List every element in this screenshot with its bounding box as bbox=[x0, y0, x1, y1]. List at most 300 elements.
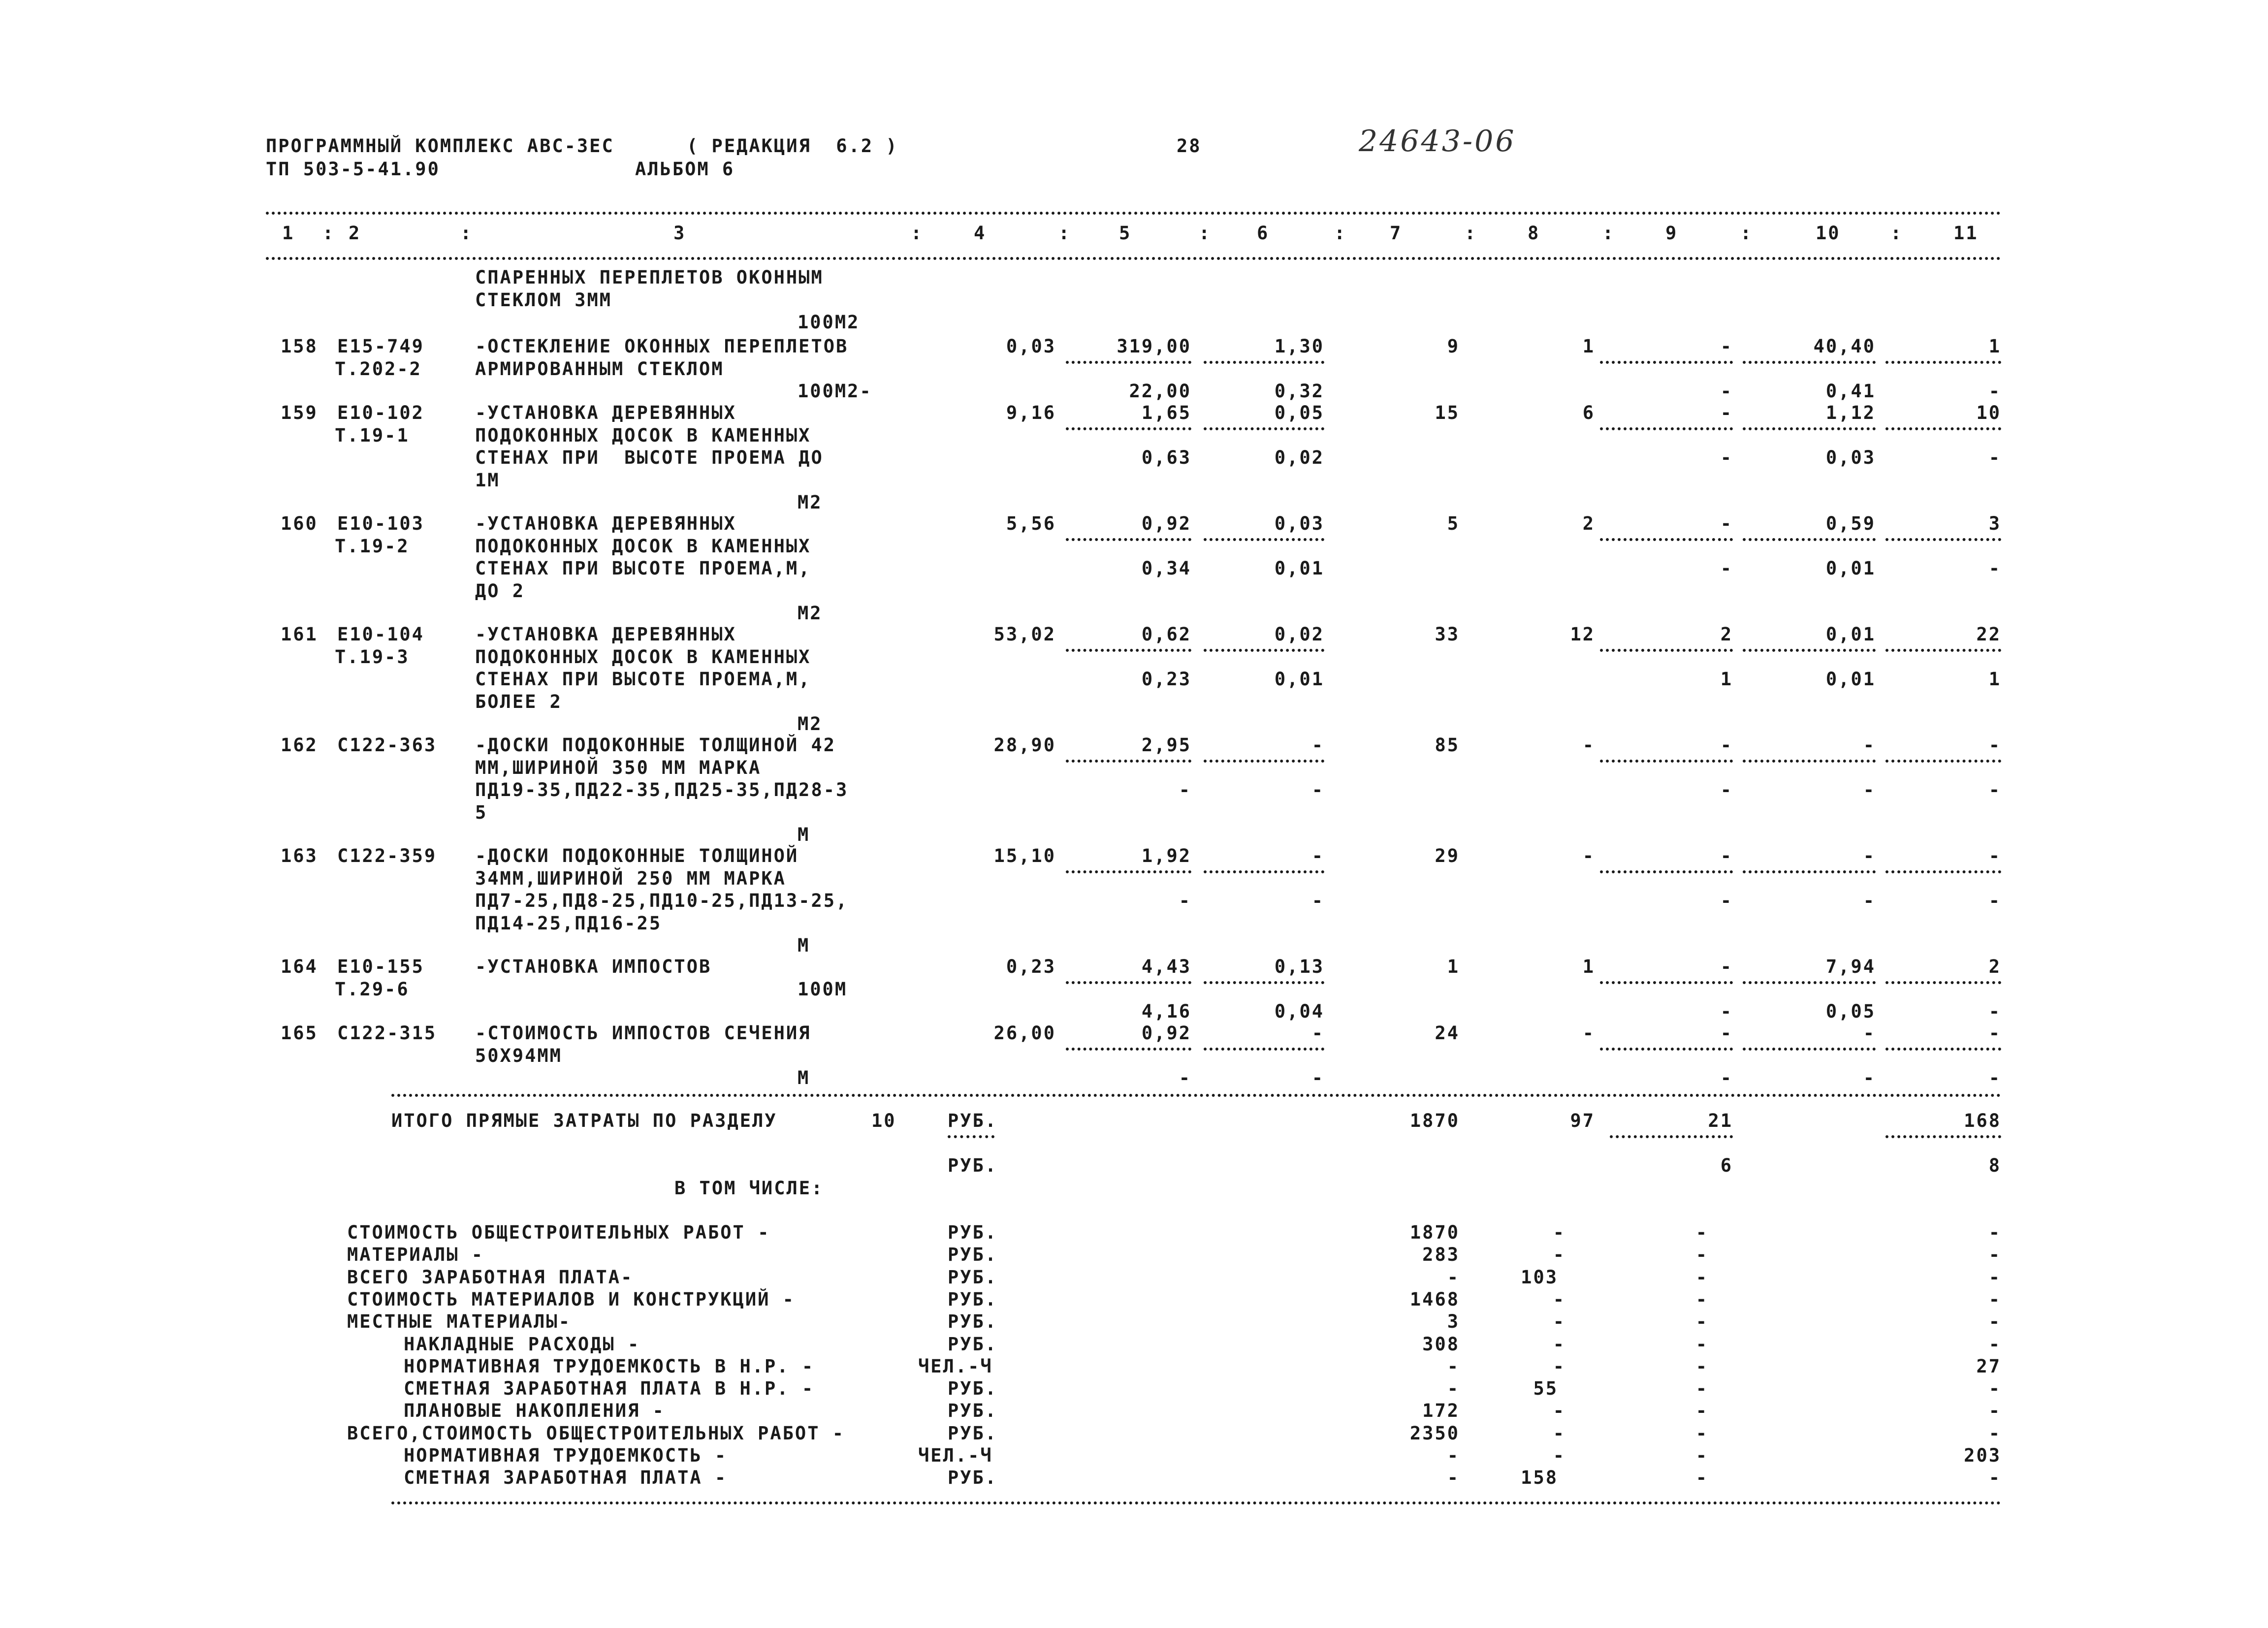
item-description: 1М bbox=[475, 469, 500, 491]
fraction-rule bbox=[1600, 981, 1733, 984]
item-code: Е10-104 bbox=[337, 624, 424, 645]
item-description: -УСТАНОВКА ДЕРЕВЯННЫХ bbox=[475, 624, 736, 645]
price-cell: 0,13 bbox=[1274, 956, 1324, 977]
price-cell: 0,05 bbox=[1274, 402, 1324, 423]
table-bottom-rule bbox=[391, 1501, 2001, 1504]
cost-cell: 33 bbox=[1435, 624, 1460, 645]
cost-cell-secondary: - bbox=[1720, 558, 1733, 579]
item-code: Т.29-6 bbox=[335, 978, 410, 1000]
summary-unit: ЧЕЛ.-Ч bbox=[918, 1355, 993, 1377]
cost-cell: 15 bbox=[1435, 402, 1460, 423]
column-header: 7 bbox=[1390, 223, 1403, 244]
summary-c8: - bbox=[1553, 1400, 1565, 1422]
item-description: ПОДОКОННЫХ ДОСОК В КАМЕННЫХ bbox=[475, 424, 811, 446]
fraction-rule bbox=[1600, 1048, 1733, 1051]
summary-c7: - bbox=[1447, 1467, 1460, 1489]
fraction-rule bbox=[1885, 760, 2001, 763]
summary-c9: - bbox=[1695, 1333, 1708, 1355]
summary-c7: 172 bbox=[1422, 1400, 1460, 1422]
fraction-rule bbox=[1066, 1048, 1191, 1051]
price-cell: 1,30 bbox=[1274, 336, 1324, 357]
summary-unit: РУБ. bbox=[948, 1266, 998, 1288]
summary-c8: - bbox=[1553, 1311, 1565, 1333]
cost-cell: - bbox=[1863, 734, 1876, 756]
unit-of-measure: 100М bbox=[798, 978, 848, 1000]
summary-c11: - bbox=[1988, 1333, 2001, 1355]
cost-cell: 12 bbox=[1570, 624, 1595, 645]
item-description: -ОСТЕКЛЕНИЕ ОКОННЫХ ПЕРЕПЛЕТОВ bbox=[475, 336, 849, 357]
column-separator: : bbox=[911, 223, 924, 244]
cost-cell: 7,94 bbox=[1825, 956, 1876, 977]
fraction-rule bbox=[1066, 427, 1191, 430]
fraction-rule bbox=[1600, 538, 1733, 541]
summary-c11: - bbox=[1988, 1400, 2001, 1422]
item-code: Е10-155 bbox=[337, 956, 424, 977]
totals-c9: 21 bbox=[1708, 1110, 1733, 1131]
item-number: 164 bbox=[281, 956, 318, 977]
totals-section: 10 bbox=[871, 1110, 896, 1131]
summary-c9: - bbox=[1695, 1266, 1708, 1288]
summary-c7: 283 bbox=[1422, 1244, 1460, 1266]
summary-c8: 158 bbox=[1521, 1467, 1558, 1489]
price-cell-secondary: - bbox=[1311, 890, 1324, 911]
cost-cell-secondary: - bbox=[1988, 558, 2001, 579]
quantity-cell: 28,90 bbox=[993, 734, 1056, 756]
summary-c7: 1468 bbox=[1409, 1288, 1460, 1310]
fraction-rule bbox=[1204, 649, 1324, 652]
price-cell-secondary: 4,16 bbox=[1141, 1001, 1191, 1022]
totals-unit: РУБ. bbox=[948, 1155, 998, 1176]
summary-unit: РУБ. bbox=[948, 1288, 998, 1310]
column-header: 2 bbox=[349, 223, 361, 244]
column-separator: : bbox=[1058, 223, 1071, 244]
column-separator: : bbox=[1602, 223, 1615, 244]
item-number: 163 bbox=[281, 845, 318, 866]
item-description: СТЕНАХ ПРИ ВЫСОТЕ ПРОЕМА,М, bbox=[475, 669, 811, 690]
cost-cell: - bbox=[1863, 1022, 1876, 1044]
cost-cell: 0,59 bbox=[1825, 513, 1876, 534]
summary-label: СТОИМОСТЬ ОБЩЕСТРОИТЕЛЬНЫХ РАБОТ - bbox=[347, 1222, 770, 1243]
price-cell-secondary: 0,63 bbox=[1141, 447, 1191, 468]
price-cell-secondary: 0,32 bbox=[1274, 381, 1324, 402]
column-header: 6 bbox=[1257, 223, 1270, 244]
item-description: 5 bbox=[475, 801, 488, 823]
summary-c9: - bbox=[1695, 1422, 1708, 1444]
cost-cell: 1,12 bbox=[1825, 402, 1876, 423]
summary-label: СТОИМОСТЬ МАТЕРИАЛОВ И КОНСТРУКЦИЙ - bbox=[347, 1288, 795, 1310]
column-separator: : bbox=[1465, 223, 1477, 244]
price-cell: 0,92 bbox=[1141, 513, 1191, 534]
cost-cell: - bbox=[1720, 845, 1733, 866]
cost-cell-secondary: 1 bbox=[1988, 669, 2001, 690]
summary-unit: ЧЕЛ.-Ч bbox=[918, 1445, 993, 1466]
program-name: ПРОГРАММНЫЙ КОМПЛЕКС АВС-3ЕС bbox=[266, 135, 614, 157]
totals-label: ИТОГО ПРЯМЫЕ ЗАТРАТЫ ПО РАЗДЕЛУ bbox=[391, 1110, 777, 1131]
unit-of-measure: М bbox=[798, 1067, 810, 1088]
price-cell-secondary: - bbox=[1179, 890, 1191, 911]
item-description: СТЕКЛОМ 3ММ bbox=[475, 289, 612, 311]
summary-c8: 55 bbox=[1533, 1378, 1558, 1400]
item-description: СТЕНАХ ПРИ ВЫСОТЕ ПРОЕМА,М, bbox=[475, 558, 811, 579]
fraction-rule bbox=[1600, 870, 1733, 873]
price-cell: 319,00 bbox=[1117, 336, 1191, 357]
price-cell-secondary: 0,34 bbox=[1141, 558, 1191, 579]
cost-cell: - bbox=[1988, 1022, 2001, 1044]
cost-cell: 5 bbox=[1447, 513, 1460, 534]
fraction-rule bbox=[1885, 981, 2001, 984]
summary-c9: - bbox=[1695, 1311, 1708, 1333]
summary-c7: - bbox=[1447, 1378, 1460, 1400]
item-code: С122-363 bbox=[337, 734, 437, 756]
price-cell-secondary: 0,04 bbox=[1274, 1001, 1324, 1022]
cost-cell: 22 bbox=[1976, 624, 2001, 645]
price-cell-secondary: - bbox=[1179, 1067, 1191, 1088]
summary-label: СМЕТНАЯ ЗАРАБОТНАЯ ПЛАТА В Н.Р. - bbox=[404, 1378, 815, 1400]
cost-cell-secondary: - bbox=[1988, 381, 2001, 402]
summary-c8: - bbox=[1553, 1422, 1565, 1444]
item-description: ММ,ШИРИНОЙ 350 ММ МАРКА bbox=[475, 757, 762, 778]
item-description: -УСТАНОВКА ДЕРЕВЯННЫХ bbox=[475, 402, 736, 423]
cost-cell-secondary: - bbox=[1988, 779, 2001, 800]
column-header: 4 bbox=[974, 223, 987, 244]
price-cell-secondary: - bbox=[1311, 1067, 1324, 1088]
summary-c9: - bbox=[1695, 1467, 1708, 1489]
price-cell: 4,43 bbox=[1141, 956, 1191, 977]
item-code: Е10-103 bbox=[337, 513, 424, 534]
fraction-rule bbox=[1204, 981, 1324, 984]
item-description: -УСТАНОВКА ДЕРЕВЯННЫХ bbox=[475, 513, 736, 534]
summary-label: ВСЕГО,СТОИМОСТЬ ОБЩЕСТРОИТЕЛЬНЫХ РАБОТ - bbox=[347, 1422, 845, 1444]
cost-cell-secondary: - bbox=[1720, 381, 1733, 402]
summary-c11: - bbox=[1988, 1311, 2001, 1333]
fraction-rule bbox=[1066, 538, 1191, 541]
summary-c11: - bbox=[1988, 1244, 2001, 1266]
summary-label: НОРМАТИВНАЯ ТРУДОЕМКОСТЬ В Н.Р. - bbox=[404, 1355, 815, 1377]
item-description: -ДОСКИ ПОДОКОННЫЕ ТОЛЩИНОЙ 42 bbox=[475, 734, 836, 756]
cost-cell: - bbox=[1720, 513, 1733, 534]
fraction-rule bbox=[1743, 760, 1876, 763]
cost-cell: 10 bbox=[1976, 402, 2001, 423]
table-top-rule bbox=[266, 212, 2001, 215]
item-code: Е15-749 bbox=[337, 336, 424, 357]
unit-of-measure: М2 bbox=[798, 492, 823, 513]
price-cell: 0,92 bbox=[1141, 1022, 1191, 1044]
cost-cell-secondary: 0,03 bbox=[1825, 447, 1876, 468]
cost-cell: 1 bbox=[1582, 956, 1595, 977]
including-label: В ТОМ ЧИСЛЕ: bbox=[674, 1178, 824, 1199]
cost-cell: 2 bbox=[1720, 624, 1733, 645]
item-code: С122-315 bbox=[337, 1022, 437, 1044]
totals-c8: 97 bbox=[1570, 1110, 1595, 1131]
item-description: ПОДОКОННЫХ ДОСОК В КАМЕННЫХ bbox=[475, 535, 811, 557]
cost-cell: - bbox=[1582, 845, 1595, 866]
price-cell: - bbox=[1311, 845, 1324, 866]
summary-c8: - bbox=[1553, 1288, 1565, 1310]
price-cell: 0,62 bbox=[1141, 624, 1191, 645]
summary-c7: 308 bbox=[1422, 1333, 1460, 1355]
cost-cell: 1 bbox=[1447, 956, 1460, 977]
cost-cell: - bbox=[1720, 336, 1733, 357]
cost-cell: 2 bbox=[1582, 513, 1595, 534]
cost-cell: - bbox=[1988, 734, 2001, 756]
album-label: АЛЬБОМ 6 bbox=[635, 159, 735, 180]
item-description: СПАРЕННЫХ ПЕРЕПЛЕТОВ ОКОННЫМ bbox=[475, 267, 824, 288]
summary-label: МАТЕРИАЛЫ - bbox=[347, 1244, 484, 1266]
cost-cell: - bbox=[1582, 1022, 1595, 1044]
item-description: -УСТАНОВКА ИМПОСТОВ bbox=[475, 956, 712, 977]
summary-unit: РУБ. bbox=[948, 1311, 998, 1333]
item-description: ПД14-25,ПД16-25 bbox=[475, 912, 662, 934]
cost-cell-secondary: - bbox=[1720, 447, 1733, 468]
column-header: 10 bbox=[1816, 223, 1841, 244]
totals-unit: РУБ. bbox=[948, 1110, 998, 1131]
summary-label: НАКЛАДНЫЕ РАСХОДЫ - bbox=[404, 1333, 640, 1355]
price-cell: - bbox=[1311, 734, 1324, 756]
summary-c8: 103 bbox=[1521, 1266, 1558, 1288]
cost-cell: 9 bbox=[1447, 336, 1460, 357]
item-description: 50Х94ММ bbox=[475, 1045, 562, 1066]
summary-c9: - bbox=[1695, 1400, 1708, 1422]
column-separator: : bbox=[1740, 223, 1753, 244]
unit-of-measure: М bbox=[798, 935, 810, 956]
cost-cell: 2 bbox=[1988, 956, 2001, 977]
cost-cell-secondary: - bbox=[1720, 1067, 1733, 1088]
summary-c9: - bbox=[1695, 1355, 1708, 1377]
quantity-cell: 53,02 bbox=[993, 624, 1056, 645]
cost-cell: - bbox=[1720, 734, 1733, 756]
summary-c8: - bbox=[1553, 1222, 1565, 1243]
item-number: 158 bbox=[281, 336, 318, 357]
summary-c11: 203 bbox=[1964, 1445, 2001, 1466]
summary-label: МЕСТНЫЕ МАТЕРИАЛЫ- bbox=[347, 1311, 571, 1333]
unit-of-measure: 100М2- bbox=[798, 381, 872, 402]
fraction-rule bbox=[1885, 649, 2001, 652]
price-cell: 2,95 bbox=[1141, 734, 1191, 756]
project-code: ТП 503-5-41.90 bbox=[266, 159, 440, 180]
cost-cell: 6 bbox=[1582, 402, 1595, 423]
cost-cell: 24 bbox=[1435, 1022, 1460, 1044]
quantity-cell: 26,00 bbox=[993, 1022, 1056, 1044]
cost-cell-secondary: - bbox=[1720, 890, 1733, 911]
cost-cell-secondary: 1 bbox=[1720, 669, 1733, 690]
fraction-rule bbox=[1743, 427, 1876, 430]
fraction-rule bbox=[1204, 760, 1324, 763]
quantity-cell: 15,10 bbox=[993, 845, 1056, 866]
cost-cell: 1 bbox=[1582, 336, 1595, 357]
fraction-rule bbox=[1885, 427, 2001, 430]
cost-cell: - bbox=[1863, 845, 1876, 866]
fraction-rule bbox=[1600, 361, 1733, 364]
price-cell-secondary: 0,01 bbox=[1274, 558, 1324, 579]
item-description: ПД19-35,ПД22-35,ПД25-35,ПД28-3 bbox=[475, 779, 849, 800]
column-header: 3 bbox=[673, 223, 686, 244]
summary-c9: - bbox=[1695, 1222, 1708, 1243]
fraction-rule bbox=[1600, 760, 1733, 763]
item-number: 159 bbox=[281, 402, 318, 423]
table-header-rule bbox=[266, 257, 2001, 260]
summary-c8: - bbox=[1553, 1445, 1565, 1466]
item-number: 160 bbox=[281, 513, 318, 534]
page-number: 28 bbox=[1177, 135, 1202, 157]
fraction-rule bbox=[1885, 361, 2001, 364]
summary-unit: РУБ. bbox=[948, 1467, 998, 1489]
fraction-rule bbox=[1204, 538, 1324, 541]
item-description: АРМИРОВАННЫМ СТЕКЛОМ bbox=[475, 358, 724, 380]
item-code: Т.202-2 bbox=[335, 358, 422, 380]
price-cell: 0,02 bbox=[1274, 624, 1324, 645]
summary-c8: - bbox=[1553, 1244, 1565, 1266]
cost-cell-secondary: 0,41 bbox=[1825, 381, 1876, 402]
totals-c11: 168 bbox=[1964, 1110, 2001, 1131]
summary-c11: - bbox=[1988, 1422, 2001, 1444]
cost-cell-secondary: - bbox=[1863, 890, 1876, 911]
item-description: ПОДОКОННЫХ ДОСОК В КАМЕННЫХ bbox=[475, 646, 811, 668]
summary-c11: - bbox=[1988, 1467, 2001, 1489]
totals-fraction-rule bbox=[1610, 1135, 1733, 1138]
summary-c11: - bbox=[1988, 1222, 2001, 1243]
fraction-rule bbox=[1066, 649, 1191, 652]
summary-c7: - bbox=[1447, 1445, 1460, 1466]
doc-code-handwritten: 24643-06 bbox=[1359, 124, 1516, 159]
cost-cell: 1 bbox=[1988, 336, 2001, 357]
fraction-rule bbox=[1204, 361, 1324, 364]
summary-c7: 2350 bbox=[1409, 1422, 1460, 1444]
cost-cell-secondary: - bbox=[1863, 779, 1876, 800]
cost-cell-secondary: 0,05 bbox=[1825, 1001, 1876, 1022]
price-cell-secondary: - bbox=[1311, 779, 1324, 800]
cost-cell-secondary: - bbox=[1863, 1067, 1876, 1088]
totals-fraction-rule bbox=[948, 1135, 994, 1138]
item-description: СТЕНАХ ПРИ ВЫСОТЕ ПРОЕМА ДО bbox=[475, 447, 824, 468]
price-cell-secondary: 0,01 bbox=[1274, 669, 1324, 690]
summary-c8: - bbox=[1553, 1355, 1565, 1377]
summary-label: ВСЕГО ЗАРАБОТНАЯ ПЛАТА- bbox=[347, 1266, 634, 1288]
summary-c11: 27 bbox=[1976, 1355, 2001, 1377]
fraction-rule bbox=[1066, 870, 1191, 873]
cost-cell-secondary: - bbox=[1720, 779, 1733, 800]
column-header: 5 bbox=[1119, 223, 1132, 244]
quantity-cell: 5,56 bbox=[1006, 513, 1056, 534]
totals-c7: 1870 bbox=[1409, 1110, 1460, 1131]
cost-cell-secondary: - bbox=[1988, 890, 2001, 911]
fraction-rule bbox=[1743, 361, 1876, 364]
cost-cell-secondary: 0,01 bbox=[1825, 558, 1876, 579]
summary-c8: - bbox=[1553, 1333, 1565, 1355]
quantity-cell: 9,16 bbox=[1006, 402, 1056, 423]
item-code: Т.19-2 bbox=[335, 535, 410, 557]
item-description: -ДОСКИ ПОДОКОННЫЕ ТОЛЩИНОЙ bbox=[475, 845, 799, 866]
price-cell: 0,03 bbox=[1274, 513, 1324, 534]
fraction-rule bbox=[1600, 427, 1733, 430]
cost-cell: - bbox=[1988, 845, 2001, 866]
price-cell: - bbox=[1311, 1022, 1324, 1044]
fraction-rule bbox=[1066, 361, 1191, 364]
fraction-rule bbox=[1743, 649, 1876, 652]
column-separator: : bbox=[1334, 223, 1347, 244]
item-code: С122-359 bbox=[337, 845, 437, 866]
price-cell-secondary: - bbox=[1179, 779, 1191, 800]
summary-label: ПЛАНОВЫЕ НАКОПЛЕНИЯ - bbox=[404, 1400, 665, 1422]
summary-c7: - bbox=[1447, 1355, 1460, 1377]
column-header: 8 bbox=[1528, 223, 1540, 244]
summary-c7: 1870 bbox=[1409, 1222, 1460, 1243]
item-code: Т.19-3 bbox=[335, 646, 410, 668]
summary-c9: - bbox=[1695, 1378, 1708, 1400]
fraction-rule bbox=[1600, 649, 1733, 652]
fraction-rule bbox=[1204, 1048, 1324, 1051]
summary-c9: - bbox=[1695, 1244, 1708, 1266]
cost-cell: 0,01 bbox=[1825, 624, 1876, 645]
price-cell: 1,92 bbox=[1141, 845, 1191, 866]
cost-cell: - bbox=[1582, 734, 1595, 756]
cost-cell: 29 bbox=[1435, 845, 1460, 866]
summary-unit: РУБ. bbox=[948, 1422, 998, 1444]
fraction-rule bbox=[1066, 981, 1191, 984]
cost-cell: - bbox=[1720, 402, 1733, 423]
cost-cell-secondary: 0,01 bbox=[1825, 669, 1876, 690]
unit-of-measure: М2 bbox=[798, 713, 823, 734]
cost-cell-secondary: - bbox=[1720, 1001, 1733, 1022]
item-number: 161 bbox=[281, 624, 318, 645]
column-header: 11 bbox=[1953, 223, 1979, 244]
column-header: 9 bbox=[1665, 223, 1678, 244]
edition: ( РЕДАКЦИЯ 6.2 ) bbox=[687, 135, 898, 157]
unit-of-measure: М bbox=[798, 824, 810, 845]
cost-cell: - bbox=[1720, 1022, 1733, 1044]
totals-fraction-rule bbox=[1885, 1135, 2001, 1138]
item-number: 165 bbox=[281, 1022, 318, 1044]
fraction-rule bbox=[1743, 870, 1876, 873]
cost-cell: 3 bbox=[1988, 513, 2001, 534]
cost-cell-secondary: - bbox=[1988, 1067, 2001, 1088]
summary-c9: - bbox=[1695, 1288, 1708, 1310]
unit-of-measure: М2 bbox=[798, 603, 823, 624]
summary-c11: - bbox=[1988, 1288, 2001, 1310]
totals-top-rule bbox=[391, 1094, 2001, 1097]
summary-unit: РУБ. bbox=[948, 1378, 998, 1400]
fraction-rule bbox=[1743, 538, 1876, 541]
summary-unit: РУБ. bbox=[948, 1333, 998, 1355]
item-description: -СТОИМОСТЬ ИМПОСТОВ СЕЧЕНИЯ bbox=[475, 1022, 811, 1044]
cost-cell: - bbox=[1720, 956, 1733, 977]
cost-cell-secondary: - bbox=[1988, 1001, 2001, 1022]
fraction-rule bbox=[1066, 760, 1191, 763]
price-cell-secondary: 0,02 bbox=[1274, 447, 1324, 468]
cost-cell-secondary: - bbox=[1988, 447, 2001, 468]
totals-c9-secondary: 6 bbox=[1720, 1155, 1733, 1176]
price-cell: 1,65 bbox=[1141, 402, 1191, 423]
item-description: 34ММ,ШИРИНОЙ 250 ММ МАРКА bbox=[475, 867, 786, 889]
fraction-rule bbox=[1743, 981, 1876, 984]
fraction-rule bbox=[1204, 427, 1324, 430]
item-description: ПД7-25,ПД8-25,ПД10-25,ПД13-25, bbox=[475, 890, 849, 911]
item-number: 162 bbox=[281, 734, 318, 756]
summary-unit: РУБ. bbox=[948, 1400, 998, 1422]
summary-c7: - bbox=[1447, 1266, 1460, 1288]
quantity-cell: 0,03 bbox=[1006, 336, 1056, 357]
summary-c7: 3 bbox=[1447, 1311, 1460, 1333]
summary-unit: РУБ. bbox=[948, 1222, 998, 1243]
summary-label: СМЕТНАЯ ЗАРАБОТНАЯ ПЛАТА - bbox=[404, 1467, 728, 1489]
summary-c11: - bbox=[1988, 1266, 2001, 1288]
fraction-rule bbox=[1885, 1048, 2001, 1051]
column-separator: : bbox=[460, 223, 473, 244]
column-separator: : bbox=[1890, 223, 1903, 244]
fraction-rule bbox=[1885, 870, 2001, 873]
price-cell-secondary: 22,00 bbox=[1129, 381, 1191, 402]
unit-of-measure: 100М2 bbox=[798, 312, 860, 333]
item-code: Т.19-1 bbox=[335, 424, 410, 446]
